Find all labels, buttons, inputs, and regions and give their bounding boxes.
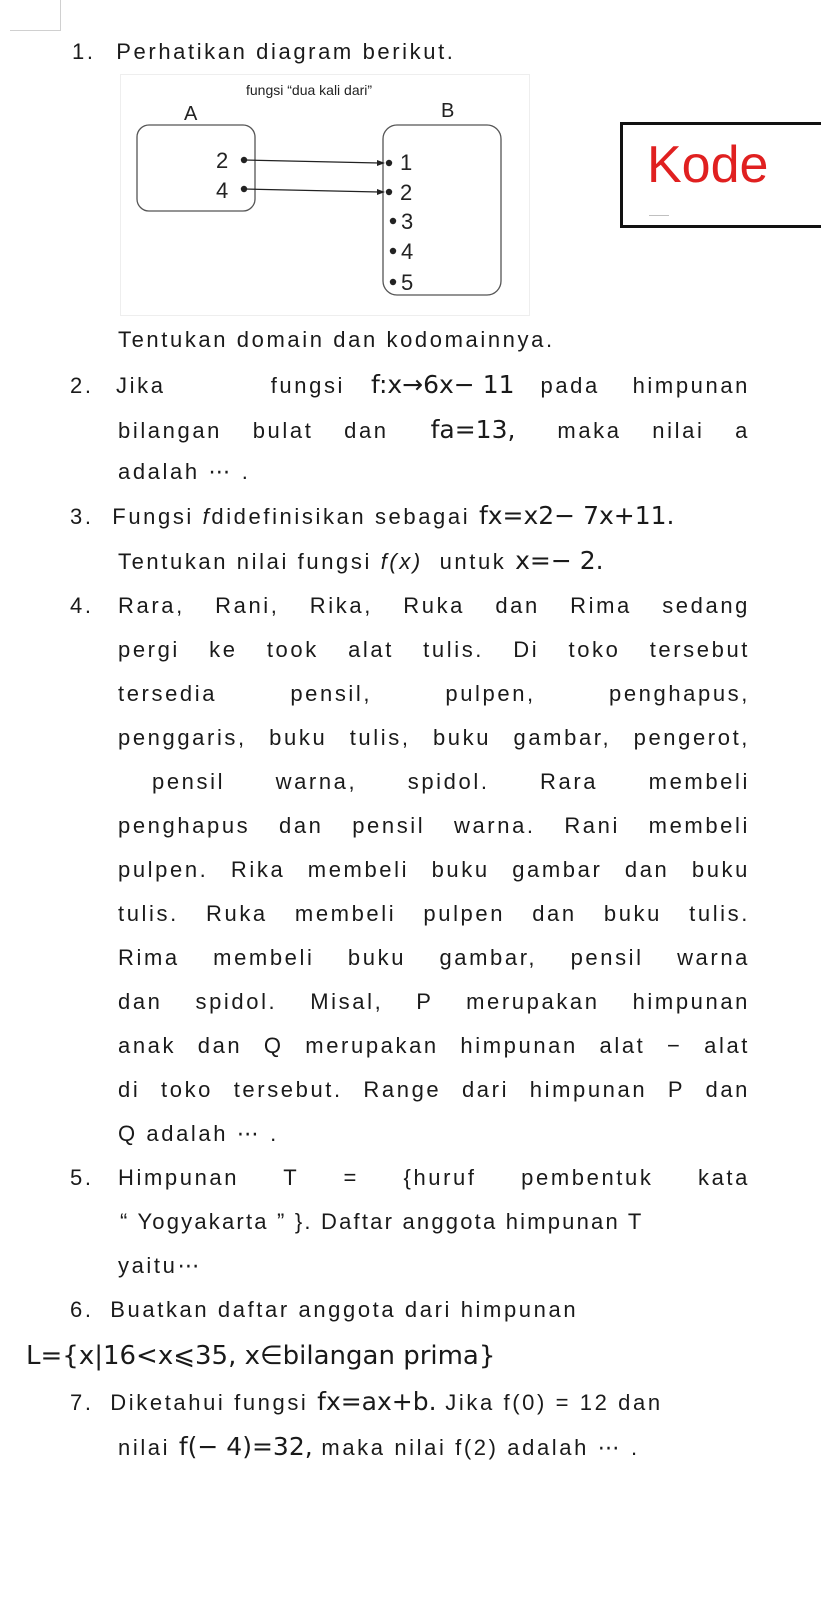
q2-line2-text-b: maka nilai a <box>557 418 750 443</box>
arrow-diagram <box>120 74 530 316</box>
set-a-label: A <box>184 103 198 125</box>
set-a-oval <box>137 125 255 211</box>
codomain-point <box>390 218 396 224</box>
q4-line: di toko tersebut. Range dari himpunan P dan <box>118 1077 750 1102</box>
q3-function-symbol: f <box>202 504 212 529</box>
arrow-head <box>377 160 385 166</box>
question-6 <box>70 1288 578 1332</box>
q2-function-expression: f:x→6x− 11 <box>371 370 515 399</box>
codomain-value: 2 <box>400 180 413 205</box>
q7-text: maka nilai f(2) adalah ⋯ . <box>321 1435 640 1460</box>
codomain-value: 3 <box>401 209 414 234</box>
question-5-number: 5. <box>70 1165 94 1190</box>
arrow-head <box>377 189 385 195</box>
codomain-value: 1 <box>400 150 413 175</box>
question-3 <box>70 494 674 539</box>
question-number: 1. <box>72 39 96 64</box>
q3-x-value: x=− 2. <box>515 546 604 575</box>
q3-text: didefinisikan sebagai <box>211 504 471 529</box>
q4-line: anak dan Q merupakan himpunan alat − alat <box>118 1033 750 1058</box>
q4-line: Rara, Rani, Rika, Ruka dan Rima sedang <box>118 593 750 618</box>
q4-line: penghapus dan pensil warna. Rani membeli <box>118 813 750 838</box>
q4-line: dan spidol. Misal, P merupakan himpunan <box>118 989 750 1014</box>
q3-fx: f(x) <box>380 549 423 574</box>
codomain-point <box>386 160 392 166</box>
question-7-line2 <box>118 1425 640 1470</box>
question-3-line2 <box>118 539 604 584</box>
q4-line: Q adalah ⋯ . <box>118 1121 279 1146</box>
question-number: 6. <box>70 1297 94 1322</box>
question-4-number: 4. <box>70 593 94 618</box>
page-corner-mark <box>10 0 61 31</box>
q5-line: yaitu⋯ <box>118 1253 203 1278</box>
q4-line: tulis. Ruka membeli pulpen dan buku tulis. <box>118 901 750 926</box>
mapping-arrow <box>244 189 379 192</box>
question-1-header <box>72 30 456 74</box>
q4-line: penggaris, buku tulis, buku gambar, pengerot, <box>118 725 750 750</box>
q7-text: nilai <box>118 1435 171 1460</box>
question-1-prompt: Perhatikan diagram berikut. <box>116 39 456 64</box>
q5-line: Himpunan T = {huruf pembentuk kata <box>118 1165 750 1190</box>
q3-text: Fungsi <box>112 504 194 529</box>
q4-line: pulpen. Rika membeli buku gambar dan buku <box>118 857 750 882</box>
q5-line: “ Yogyakarta ” }. Daftar anggota himpunan T <box>120 1209 644 1234</box>
q7-function: fx=ax+b. <box>317 1387 437 1416</box>
question-number: 2. <box>70 373 94 398</box>
question-7 <box>70 1380 663 1425</box>
q4-line: pensil warna, spidol. Rara membeli <box>152 769 750 794</box>
q2-condition: fa=13, <box>430 415 516 444</box>
q3-text: untuk <box>439 549 507 574</box>
q6-set-notation: L={x|16<x⩽35, x∈bilangan prima} <box>26 1341 496 1371</box>
codomain-point <box>386 189 392 195</box>
kode-underline <box>649 215 669 216</box>
question-number: 7. <box>70 1390 94 1415</box>
q4-line: Rima membeli buku gambar, pensil warna <box>118 945 750 970</box>
q6-text: Buatkan daftar anggota dari himpunan <box>110 1297 579 1322</box>
domain-value: 2 <box>216 148 229 173</box>
question-2-line3: adalah ⋯ . <box>118 459 251 484</box>
mapping-arrow <box>244 160 379 163</box>
codomain-point <box>390 279 396 285</box>
q2-line2-text-a: bilangan bulat dan <box>118 418 389 443</box>
q3-function-definition: fx=x2− 7x+11. <box>478 501 675 530</box>
q4-line: pergi ke took alat tulis. Di toko tersebut <box>118 637 750 662</box>
kode-label: Kode <box>647 136 769 194</box>
q7-given-value: f(− 4)=32, <box>178 1432 313 1461</box>
q4-line: tersedia pensil, pulpen, penghapus, <box>118 681 750 706</box>
question-2-line2 <box>118 408 750 453</box>
q2-line1-text-b: pada himpunan <box>540 373 750 398</box>
codomain-value: 4 <box>401 239 414 264</box>
domain-value: 4 <box>216 178 229 203</box>
q2-line1-text-a: Jika fungsi <box>116 373 346 398</box>
kode-box <box>620 122 821 228</box>
diagram-title: fungsi “dua kali dari” <box>246 82 373 98</box>
question-number: 3. <box>70 504 94 529</box>
q7-text: Jika f(0) = 12 dan <box>445 1390 663 1415</box>
question-2 <box>70 363 750 408</box>
set-b-label: B <box>441 100 455 122</box>
question-1-task: Tentukan domain dan kodomainnya. <box>118 327 555 352</box>
q7-text: Diketahui fungsi <box>110 1390 309 1415</box>
codomain-point <box>390 248 396 254</box>
codomain-value: 5 <box>401 270 414 295</box>
q3-text: Tentukan nilai fungsi <box>118 549 372 574</box>
